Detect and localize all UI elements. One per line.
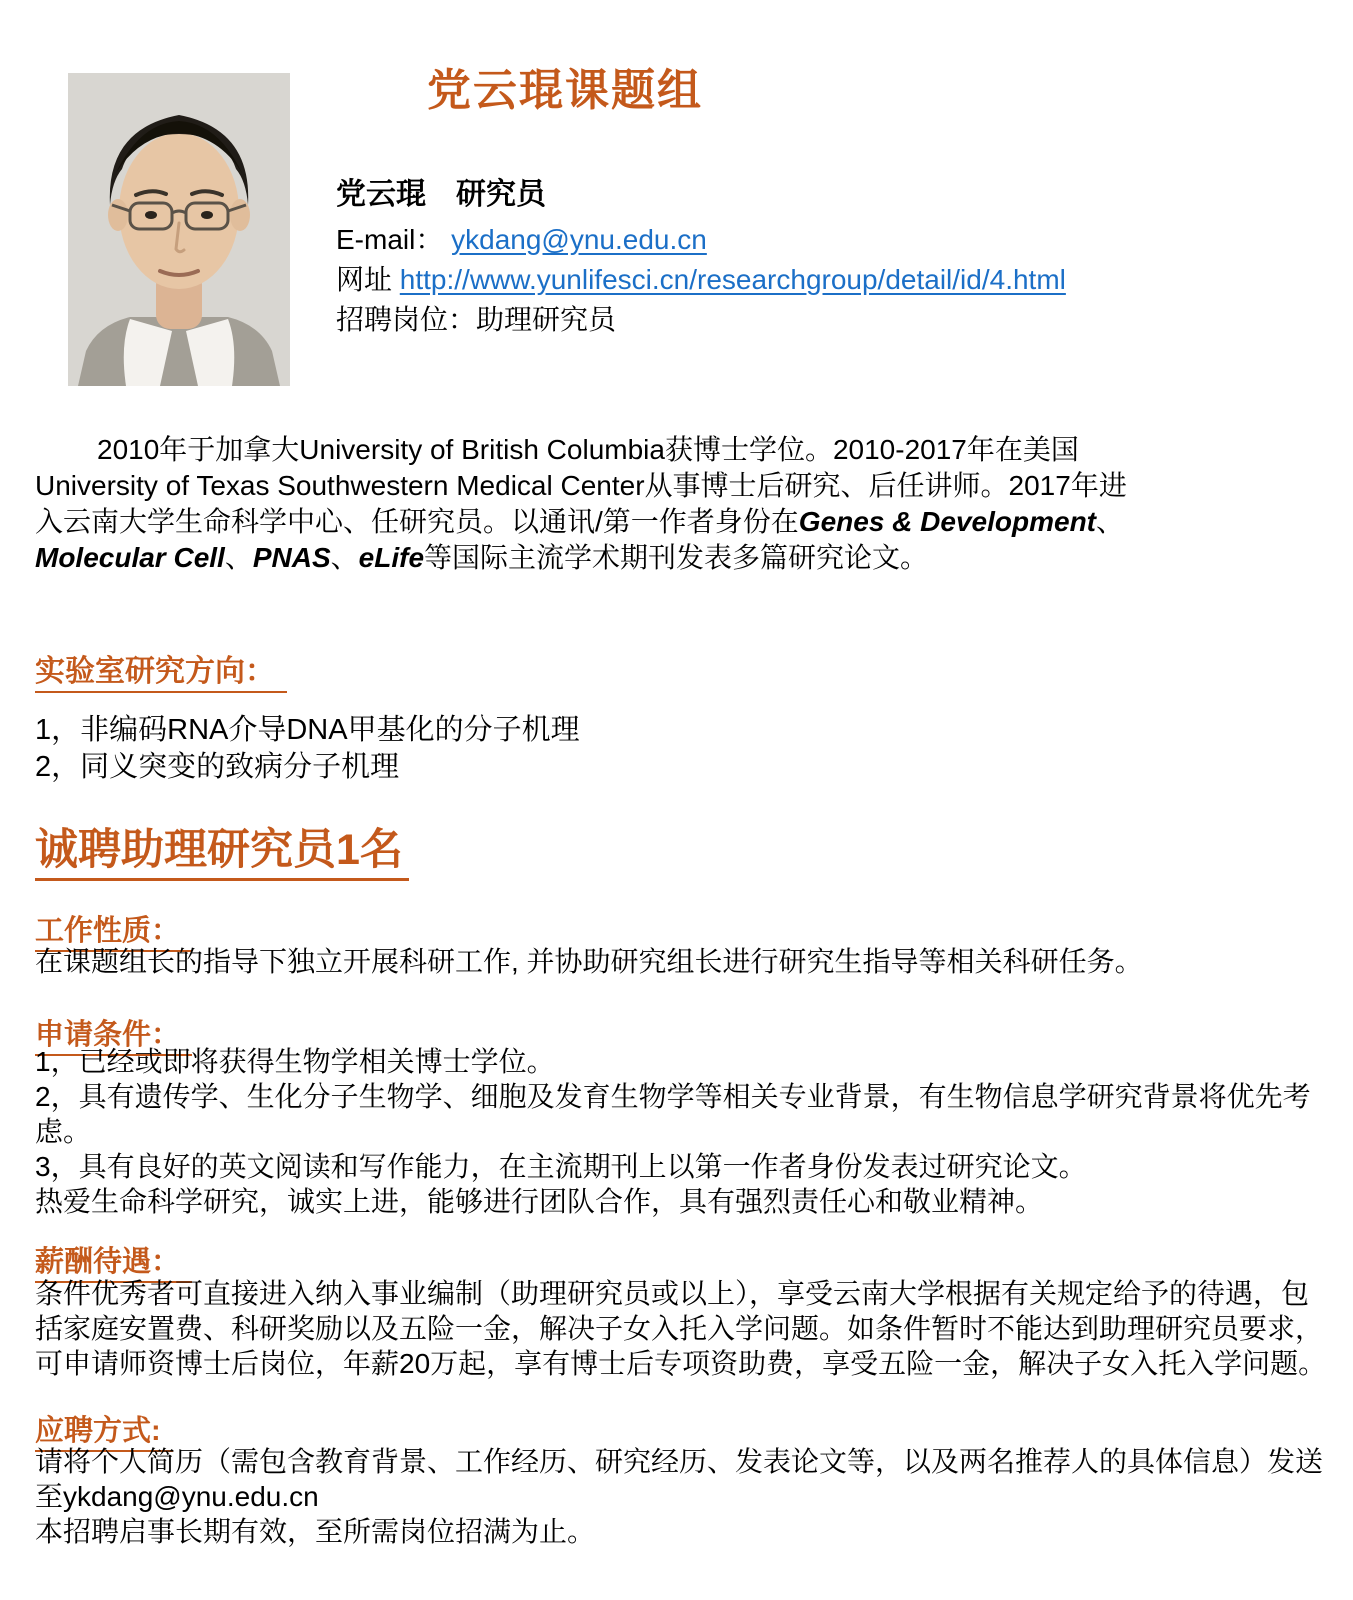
section-line: 本招聘启事长期有效，至所需岗位招满为止。 bbox=[35, 1516, 596, 1547]
email-label: E-mail： bbox=[336, 224, 444, 255]
journal-name: PNAS bbox=[252, 542, 331, 573]
section-body-apply-method bbox=[35, 1444, 1340, 1549]
journal-name: Molecular Cell bbox=[35, 542, 225, 573]
section-line: 在课题组长的指导下独立开展科研工作, 并协助研究组长进行研究生指导等相关科研任务。 bbox=[35, 946, 1143, 977]
journal-name: eLife bbox=[358, 542, 425, 573]
bio-line: Molecular Cell、PNAS、eLife等国际主流学术期刊发表多篇研究论文。 bbox=[35, 542, 929, 573]
website-row bbox=[336, 260, 1066, 300]
section-line: 虑。 bbox=[35, 1116, 92, 1147]
section-body-requirements bbox=[35, 1044, 1340, 1219]
section-body-job-nature bbox=[35, 944, 1340, 979]
website-label: 网址 bbox=[336, 264, 400, 295]
section-line: 3，具有良好的英文阅读和写作能力，在主流期刊上以第一作者身份发表过研究论文。 bbox=[35, 1151, 1087, 1182]
profile-photo-image bbox=[68, 73, 290, 386]
profile-name: 党云琨 研究员 bbox=[336, 178, 546, 211]
bio-line: 2010年于加拿大University of British Columbia获博士学位。2010-2017年在美国 bbox=[97, 434, 1079, 465]
bio-line: University of Texas Southwestern Medical Center从事博士后研究、后任讲师。2017年进 bbox=[35, 470, 1127, 501]
section-line: 1，已经或即将获得生物学相关博士学位。 bbox=[35, 1046, 555, 1077]
profile-photo bbox=[68, 73, 290, 386]
section-line: 可申请师资博士后岗位，年薪20万起，享有博士后专项资助费，享受五险一金，解决子女入托入学问题。 bbox=[35, 1348, 1327, 1379]
section-heading-apply-method: 应聘方式: bbox=[35, 1408, 173, 1452]
section-heading-salary: 薪酬待遇： bbox=[35, 1239, 192, 1283]
research-direction-list bbox=[35, 712, 580, 786]
section-line: 2，具有遗传学、生化分子生物学、细胞及发育生物学等相关专业背景，有生物信息学研究背景将优先考 bbox=[35, 1081, 1311, 1112]
page-title: 党云琨课题组 bbox=[427, 66, 703, 115]
section-body-salary bbox=[35, 1276, 1340, 1381]
bio-paragraph bbox=[35, 432, 1335, 576]
email-row bbox=[336, 220, 1066, 260]
website-link[interactable]: http://www.yunlifesci.cn/researchgroup/detail/id/4.html bbox=[399, 264, 1066, 295]
section-line: 条件优秀者可直接进入纳入事业编制（助理研究员或以上），享受云南大学根据有关规定给予的待遇，包 bbox=[35, 1278, 1310, 1309]
section-line: 热爱生命科学研究，诚实上进，能够进行团队合作，具有强烈责任心和敬业精神。 bbox=[35, 1186, 1044, 1217]
journal-name: Genes & Development bbox=[798, 506, 1096, 537]
section-line: 请将个人简历（需包含教育背景、工作经历、研究经历、发表论文等，以及两名推荐人的具体信息）发送 bbox=[35, 1446, 1324, 1477]
research-item: 2，同义突变的致病分子机理 bbox=[35, 751, 400, 783]
position-line: 招聘岗位：助理研究员 bbox=[336, 304, 617, 335]
section-line: 至ykdang@ynu.edu.cn bbox=[35, 1481, 319, 1512]
bio-line: 入云南大学生命科学中心、任研究员。以通讯/第一作者身份在Genes & Development、 bbox=[35, 506, 1125, 537]
section-line: 括家庭安置费、科研奖励以及五险一金，解决子女入托入学问题。如条件暂时不能达到助理研究员要求， bbox=[35, 1313, 1324, 1344]
research-direction-heading: 实验室研究方向： bbox=[35, 646, 287, 693]
contact-block bbox=[336, 176, 1066, 340]
section-heading-requirements: 申请条件： bbox=[35, 1012, 192, 1056]
recruit-heading: 诚聘助理研究员1名 bbox=[35, 816, 409, 881]
section-heading-job-nature: 工作性质： bbox=[35, 908, 192, 952]
email-link[interactable]: ykdang@ynu.edu.cn bbox=[451, 224, 707, 255]
research-item: 1，非编码RNA介导DNA甲基化的分子机理 bbox=[35, 714, 580, 746]
